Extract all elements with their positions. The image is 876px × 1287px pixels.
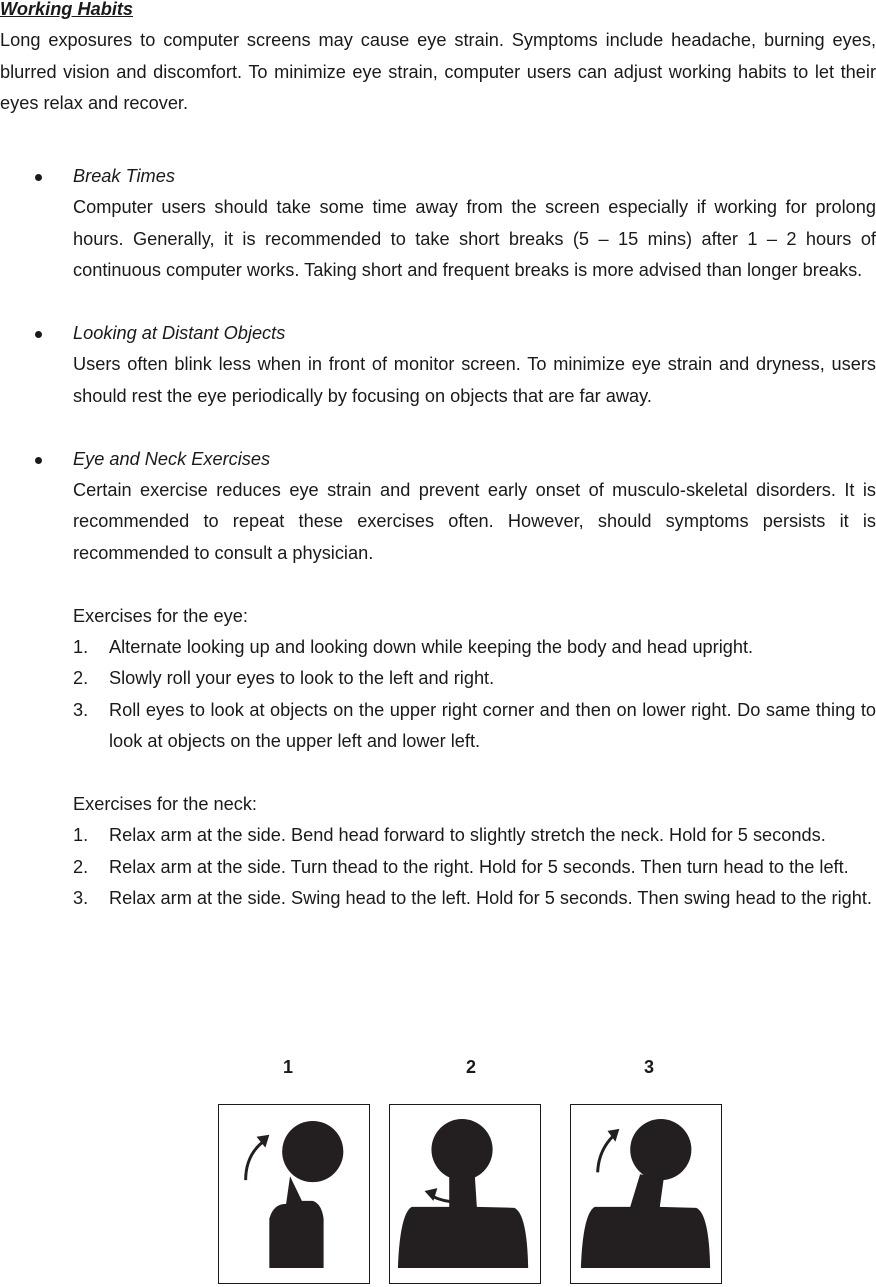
list-number: 3. <box>73 699 89 720</box>
head-turn-icon <box>390 1105 540 1283</box>
list-text: Relax arm at the side. Bend head forward to slightly stretch the neck. Hold for 5 seconds. <box>109 825 826 846</box>
eye-exercises-label: Exercises for the eye: <box>73 605 248 626</box>
list-number: 1. <box>73 637 89 658</box>
list-text: Slowly roll your eyes to look to the left and right. <box>109 668 495 689</box>
section-heading: Looking at Distant Objects <box>73 323 286 344</box>
section-eye-neck-exercises <box>0 444 876 915</box>
figure-neck-bend <box>218 1104 370 1284</box>
head-swing-icon <box>571 1105 721 1283</box>
list-item <box>73 663 876 694</box>
list-number: 2. <box>73 856 89 877</box>
figure-neck-swing <box>570 1104 722 1284</box>
list-item <box>73 632 876 663</box>
section-body: Certain exercise reduces eye strain and prevent early onset of musculo-skeletal disorders. It is recommended to repeat these exercises often. However, should symptoms persists it is recommended to consult a physician. <box>73 480 876 563</box>
section-heading: Break Times <box>73 166 175 187</box>
neck-exercise-list <box>73 820 876 914</box>
bullet-icon <box>35 457 42 464</box>
list-text: Roll eyes to look at objects on the upper right corner and then on lower right. Do same thing to look at objects on the upper left and lower left. <box>109 699 876 752</box>
list-text: Relax arm at the side. Turn thead to the right. Hold for 5 seconds. Then turn head to the left. <box>109 856 849 877</box>
figure-label: 2 <box>466 1057 477 1077</box>
list-item <box>73 820 876 851</box>
list-number: 2. <box>73 668 89 689</box>
bullet-icon <box>35 174 42 181</box>
eye-exercise-list <box>73 632 876 758</box>
list-number: 1. <box>73 825 89 846</box>
list-item <box>73 852 876 883</box>
list-number: 3. <box>73 888 89 909</box>
section-body: Computer users should take some time away from the screen especially if working for prolong hours. Generally, it is recommended to take short breaks (5 – 15 mins) after 1 – 2 hours of continuous computer works. Taking short and frequent breaks is more advised than longer breaks. <box>73 197 876 281</box>
section-distant-objects <box>0 318 876 412</box>
neck-exercises-label: Exercises for the neck: <box>73 794 257 815</box>
figure-label: 1 <box>283 1057 294 1077</box>
figure-label: 3 <box>644 1057 655 1077</box>
list-item <box>73 883 876 914</box>
head-bend-forward-icon <box>219 1105 369 1283</box>
figure-neck-turn <box>389 1104 541 1284</box>
exercise-figures <box>0 1052 876 1287</box>
section-break-times <box>0 161 876 287</box>
bullet-icon <box>35 331 42 338</box>
list-text: Alternate looking up and looking down while keeping the body and head upright. <box>109 637 754 658</box>
list-item <box>73 695 876 758</box>
list-text: Relax arm at the side. Swing head to the left. Hold for 5 seconds. Then swing head to the right. <box>109 888 872 909</box>
intro-paragraph: Long exposures to computer screens may cause eye strain. Symptoms include headache, burning eyes, blurred vision and discomfort. To minimize eye strain, computer users can adjust working habits to let their eyes relax and recover. <box>0 30 876 114</box>
section-body: Users often blink less when in front of monitor screen. To minimize eye strain and dryness, users should rest the eye periodically by focusing on objects that are far away. <box>73 354 876 406</box>
document-title: Working Habits <box>0 0 134 19</box>
section-heading: Eye and Neck Exercises <box>73 448 271 469</box>
